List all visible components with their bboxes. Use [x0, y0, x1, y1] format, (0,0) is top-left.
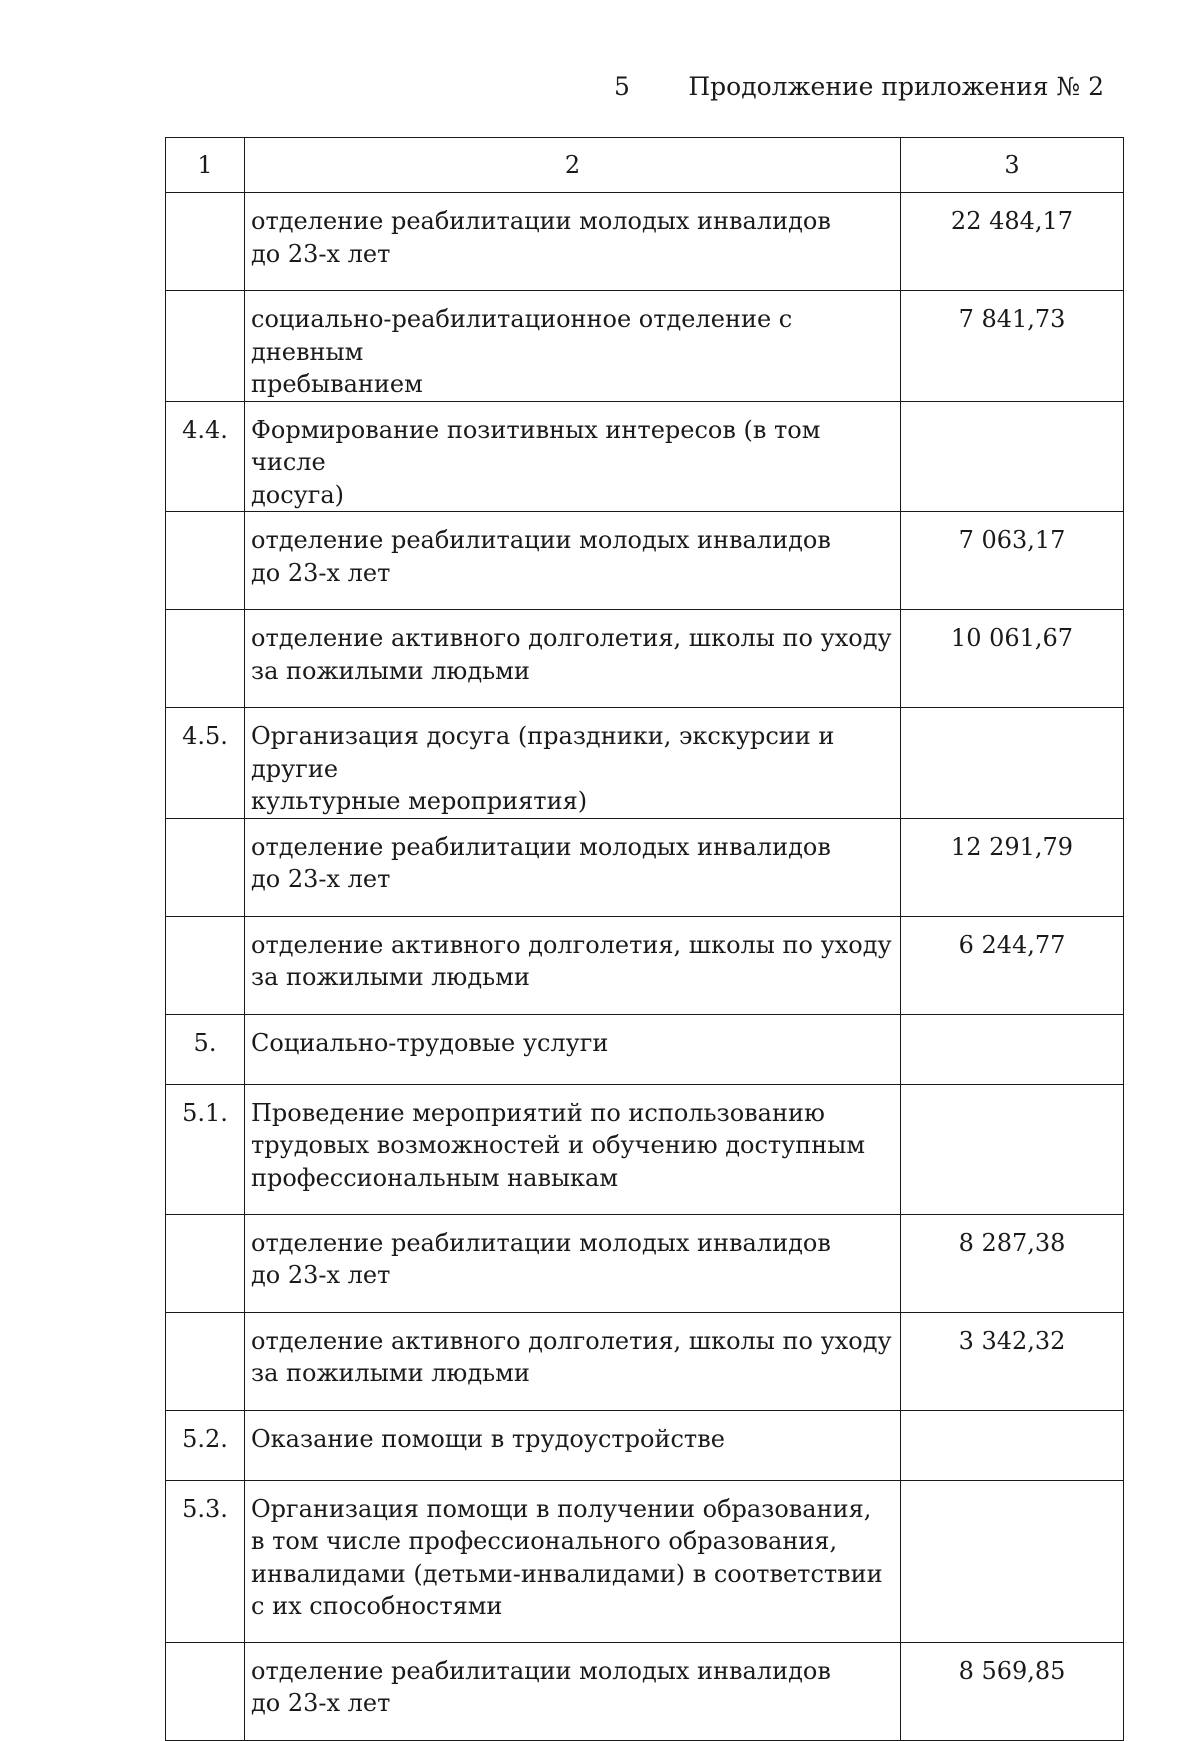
row-name: отделение реабилитации молодых инвалидов до 23-х лет: [245, 193, 901, 291]
row-name: отделение реабилитации молодых инвалидов до 23-х лет: [245, 512, 901, 610]
row-name: Оказание помощи в трудоустройстве: [245, 1410, 901, 1480]
table-row: [166, 1312, 1124, 1410]
row-value: 6 244,77: [901, 916, 1124, 1014]
row-number: 4.5.: [166, 708, 245, 819]
row-number: 5.: [166, 1014, 245, 1084]
row-name: Организация помощи в получении образования, в том числе профессионального образования, инвалидами (детьми-инвалидами) в соответствии с их способностями: [245, 1480, 901, 1642]
table-row: [166, 291, 1124, 402]
row-value: [901, 401, 1124, 512]
row-value: [901, 1410, 1124, 1480]
table-row: [166, 1480, 1124, 1642]
row-number: [166, 916, 245, 1014]
row-number: 5.3.: [166, 1480, 245, 1642]
table-header-row: [166, 138, 1124, 193]
row-number: [166, 193, 245, 291]
row-name: отделение активного долголетия, школы по уходу за пожилыми людьми: [245, 916, 901, 1014]
page-number: 5: [614, 72, 630, 101]
column-header-number: 1: [166, 138, 245, 193]
row-number: [166, 1312, 245, 1410]
table-row: [166, 1014, 1124, 1084]
row-name: отделение активного долголетия, школы по уходу за пожилыми людьми: [245, 610, 901, 708]
row-number: [166, 291, 245, 402]
table-row: [166, 1642, 1124, 1740]
row-value: [901, 1480, 1124, 1642]
row-value: 12 291,79: [901, 818, 1124, 916]
row-value: 8 287,38: [901, 1214, 1124, 1312]
row-name: отделение реабилитации молодых инвалидов до 23-х лет: [245, 1642, 901, 1740]
column-header-value: 3: [901, 138, 1124, 193]
table-row: [166, 512, 1124, 610]
row-name: отделение активного долголетия, школы по уходу за пожилыми людьми: [245, 1312, 901, 1410]
table-body: [166, 138, 1124, 1741]
row-value: 3 342,32: [901, 1312, 1124, 1410]
row-value: 7 063,17: [901, 512, 1124, 610]
row-value: 7 841,73: [901, 291, 1124, 402]
appendix-title: Продолжение приложения № 2: [688, 72, 1104, 101]
row-number: 4.4.: [166, 401, 245, 512]
table-row: [166, 1410, 1124, 1480]
table-row: [166, 401, 1124, 512]
table-row: [166, 916, 1124, 1014]
row-number: [166, 610, 245, 708]
table-row: [166, 193, 1124, 291]
row-value: 22 484,17: [901, 193, 1124, 291]
row-number: [166, 818, 245, 916]
row-number: [166, 1214, 245, 1312]
table-row: [166, 610, 1124, 708]
row-value: [901, 1084, 1124, 1214]
table-row: [166, 818, 1124, 916]
row-value: [901, 1014, 1124, 1084]
row-name: отделение реабилитации молодых инвалидов до 23-х лет: [245, 1214, 901, 1312]
row-number: [166, 512, 245, 610]
row-name: социально-реабилитационное отделение с дневным пребыванием: [245, 291, 901, 402]
row-name: отделение реабилитации молодых инвалидов до 23-х лет: [245, 818, 901, 916]
row-name: Социально-трудовые услуги: [245, 1014, 901, 1084]
row-number: [166, 1642, 245, 1740]
table-row: [166, 1214, 1124, 1312]
row-name: Проведение мероприятий по использованию трудовых возможностей и обучению доступным профессиональным навыкам: [245, 1084, 901, 1214]
row-name: Организация досуга (праздники, экскурсии и другие культурные мероприятия): [245, 708, 901, 819]
row-value: 10 061,67: [901, 610, 1124, 708]
row-number: 5.2.: [166, 1410, 245, 1480]
row-number: 5.1.: [166, 1084, 245, 1214]
row-value: [901, 708, 1124, 819]
table-row: [166, 1084, 1124, 1214]
row-value: 8 569,85: [901, 1642, 1124, 1740]
row-name: Формирование позитивных интересов (в том числе досуга): [245, 401, 901, 512]
column-header-name: 2: [245, 138, 901, 193]
services-table: [165, 137, 1124, 1741]
table-row: [166, 708, 1124, 819]
